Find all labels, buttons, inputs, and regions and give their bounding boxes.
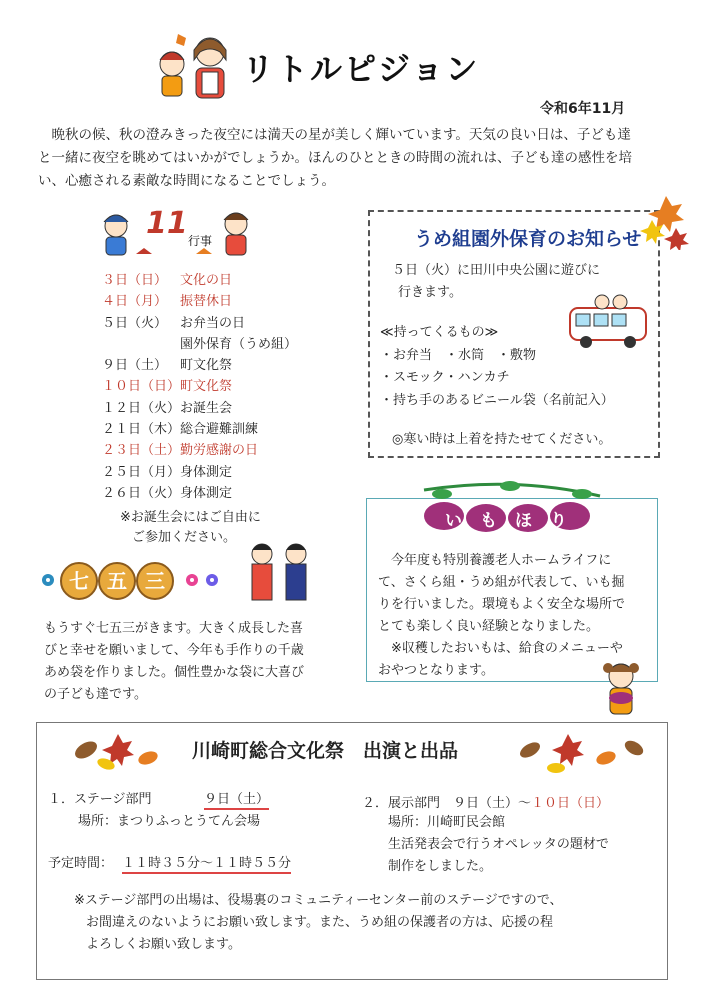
girl-with-potato-illustration xyxy=(596,658,646,722)
imohori-line: ※収穫したおいもは、給食のメニューや xyxy=(378,641,623,656)
intro-line: い、心癒される素敵な時間になることでしょう。 xyxy=(38,173,335,189)
imohori-title xyxy=(430,506,600,531)
newsletter-title: リトルピジョン xyxy=(242,50,480,88)
event-item: ２３日（土）勤労感謝の日 xyxy=(102,443,259,459)
event-item: １２日（火）お誕生会 xyxy=(102,400,233,416)
schedule-time: １１時３５分～１１時５５分 xyxy=(122,852,291,874)
exhibit-details xyxy=(388,812,609,878)
items-to-bring-line: ・スモック・ハンカチ xyxy=(380,370,510,385)
exhibit-date: １０日（日） xyxy=(531,796,610,811)
exhibit-detail-line: 制作をしました。 xyxy=(388,859,493,874)
events-logo-label: 行事 xyxy=(188,234,213,248)
outdoor-description-line: 行きます。 xyxy=(398,285,462,300)
maple-leaves-icon xyxy=(636,192,692,250)
festival-note xyxy=(74,890,563,956)
imohori-text xyxy=(378,550,625,682)
autumn-leaves-icon xyxy=(518,728,648,778)
intro-line: 晩秋の候、秋の澄みきった夜空には満天の星が美しく輝いています。天気の良い日は、子ども達 xyxy=(38,127,631,143)
items-to-bring-line: ・持ち手のあるビニール袋（名前記入） xyxy=(380,392,614,408)
imohori-line: 今年度も特別養護老人ホームライフに xyxy=(378,553,612,568)
outdoor-notice-title: うめ組園外保育のお知らせ xyxy=(414,228,642,250)
intro-line: と一緒に夜空を眺めてはいかがでしょうか。ほんのひとときの時間の流れは、子ども達の感性を培 xyxy=(38,150,632,166)
event-item: ５日（火） お弁当の日 xyxy=(102,315,246,331)
stage-section-heading: １．ステージ部門 xyxy=(48,792,152,807)
shichigosan-text xyxy=(44,618,304,706)
exhibit-detail-line: 場所：川崎町民会館 xyxy=(388,815,506,830)
items-to-bring-line: ・お弁当 ・水筒 ・敷物 xyxy=(380,347,537,363)
outdoor-description-line: ５日（火）に田川中央公園に遊びに xyxy=(392,263,601,278)
events-list xyxy=(102,270,297,504)
flower-decoration-icon xyxy=(184,570,224,590)
event-item: 園外保育（うめ組） xyxy=(180,336,298,352)
shichigosan-line: もうすぐ七五三がきます。大きく成長した喜 xyxy=(44,621,303,636)
events-note-line: ※お誕生会にはご自由に xyxy=(120,510,261,525)
event-item: ２１日（木）総合避難訓練 xyxy=(102,422,259,438)
imohori-line: りを行いました。環境もよく安全な場所で xyxy=(378,597,626,612)
november-events-logo xyxy=(96,204,266,260)
exhibit-detail-line: 生活発表会で行うオペレッタの題材で xyxy=(388,837,609,852)
festival-note-line: ※ステージ部門の出場は、役場裏のコミュニティーセンター前のステージですので、 xyxy=(74,893,563,908)
festival-note-line: お間違えのないようにお願い致します。また、うめ組の保護者の方は、応援の程 xyxy=(86,915,553,930)
shichigosan-line: の子ども達です。 xyxy=(44,687,147,702)
stage-place: 場所：まつりふっとうてん会場 xyxy=(78,814,261,829)
kimono-children-illustration xyxy=(240,540,320,606)
events-note-line: ご参加ください。 xyxy=(132,530,237,545)
event-item: ９日（土） 町文化祭 xyxy=(102,358,233,374)
autumn-leaves-icon xyxy=(72,728,164,774)
shichigosan-line: びと幸せを願いまして、今年も手作りの千歳 xyxy=(44,643,304,658)
shichigosan-line: あめ袋を作りました。個性豊かな袋に大喜び xyxy=(44,665,305,680)
festival-note-line: よろしくお願い致します。 xyxy=(86,937,241,952)
teacher-child-illustration xyxy=(150,28,240,102)
items-to-bring xyxy=(380,322,614,412)
event-item: ２５日（月）身体測定 xyxy=(102,464,233,480)
event-item: ２６日（火）身体測定 xyxy=(102,485,233,501)
schedule-label: 予定時間： xyxy=(48,856,114,871)
exhibit-heading-text: ２．展示部門 ９日（土）～ xyxy=(362,796,532,811)
stage-date: ９日（土） xyxy=(204,788,269,810)
intro-paragraph xyxy=(38,124,678,193)
exhibit-section-heading xyxy=(362,792,609,811)
shichigosan-char: 七 xyxy=(60,562,98,600)
imohori-title-text: いもほり xyxy=(445,511,585,531)
imohori-line: おやつとなります。 xyxy=(378,663,494,678)
outdoor-note: ◎寒い時は上着を持たせてください。 xyxy=(392,432,612,447)
flower-decoration-icon xyxy=(38,570,58,590)
event-item: １０日（日）町文化祭 xyxy=(102,379,233,395)
festival-title: 川崎町総合文化祭 出演と出品 xyxy=(192,740,459,762)
imohori-line: とても楽しく良い経験となりました。 xyxy=(378,619,600,634)
event-item: ４日（月） 振替休日 xyxy=(102,294,233,310)
issue-date: 令和6年11月 xyxy=(540,101,626,117)
events-logo-number: 11 xyxy=(146,206,188,241)
shichigosan-char: 五 xyxy=(98,562,136,600)
imohori-line: て、さくら組・うめ組が代表して、いも掘 xyxy=(378,575,625,590)
shichigosan-logo xyxy=(38,560,228,600)
event-item: ３日（日） 文化の日 xyxy=(102,273,233,288)
shichigosan-char: 三 xyxy=(136,562,174,600)
items-to-bring-line: ≪持ってくるもの≫ xyxy=(380,325,499,340)
